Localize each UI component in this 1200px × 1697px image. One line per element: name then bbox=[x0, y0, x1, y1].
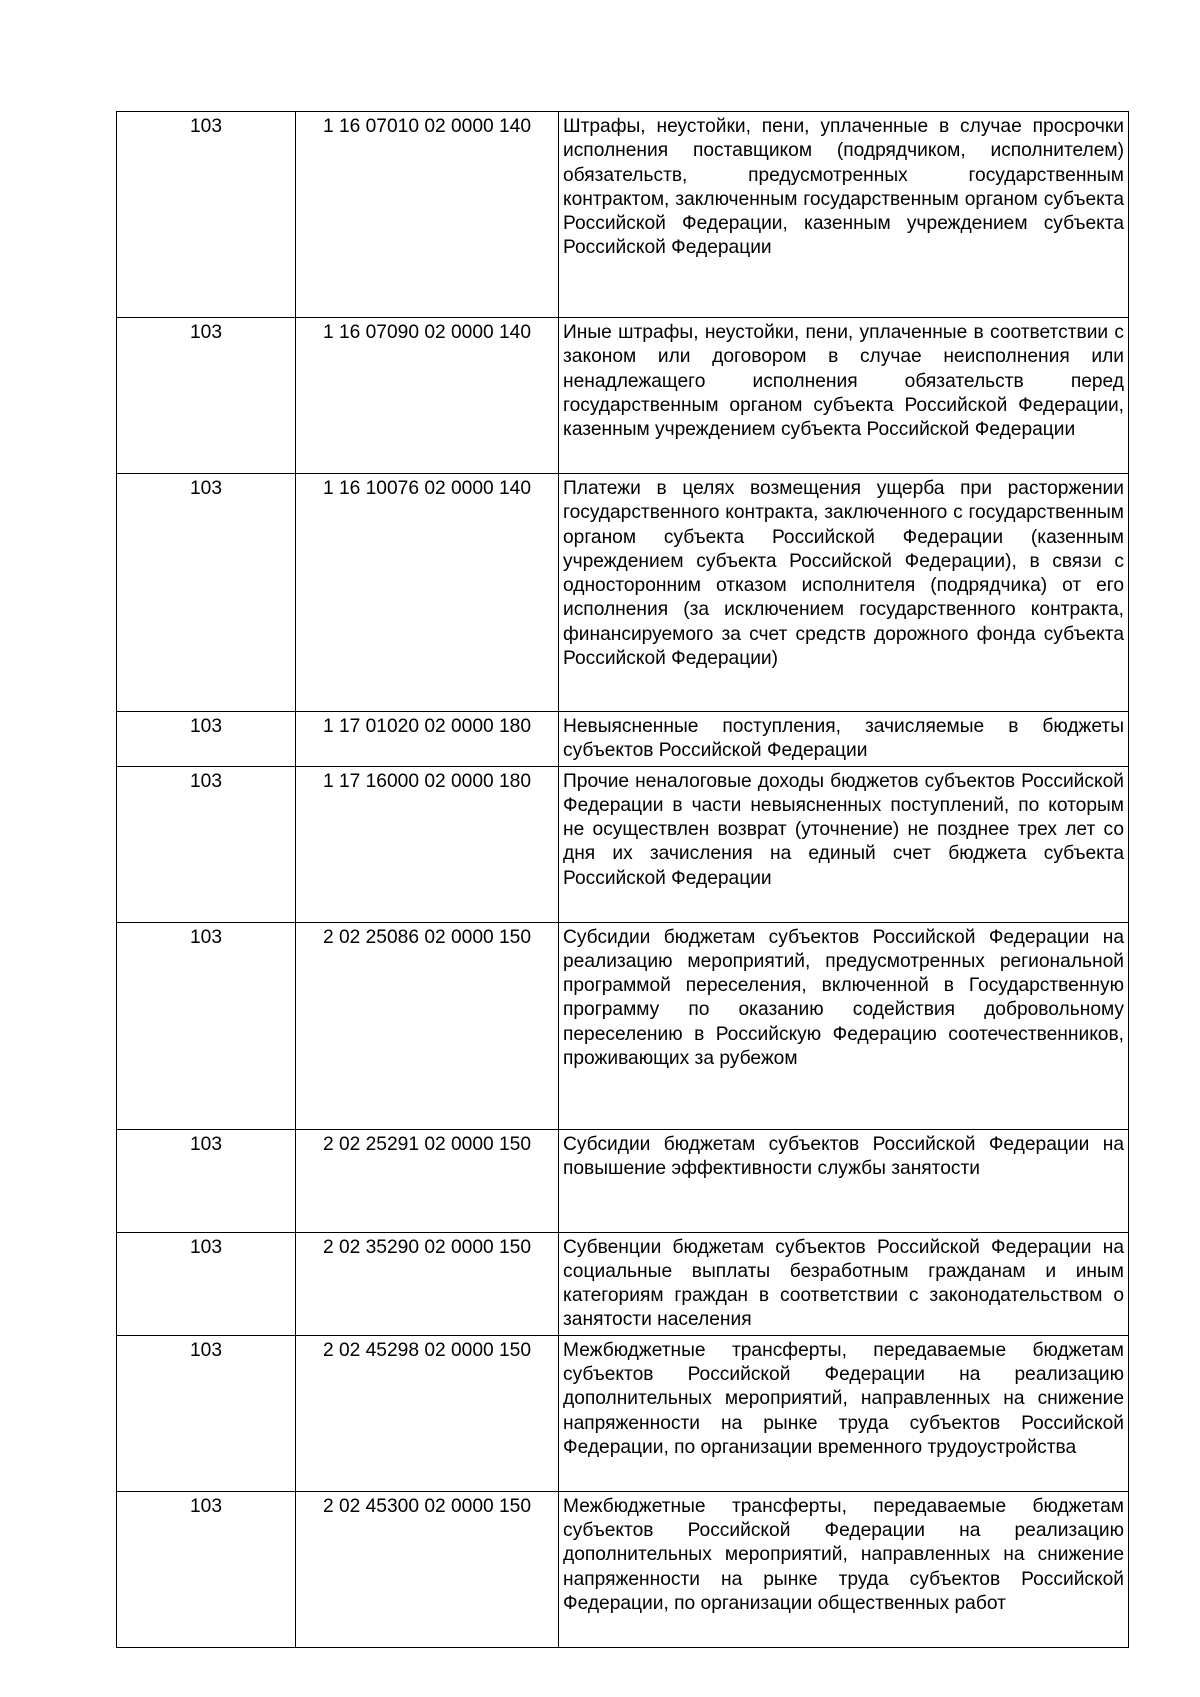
revenue-name-cell: Межбюджетные трансферты, передаваемые бюджетам субъектов Российской Федерации на реализацию дополнительных мероприятий, направленных на снижение напряженности на рынке труда субъектов Российской Федерации, по организации временного трудоустройства bbox=[559, 1335, 1129, 1491]
admin-code-cell: 103 bbox=[117, 922, 296, 1129]
budget-code-cell: 1 16 07090 02 0000 140 bbox=[296, 318, 559, 474]
table-row bbox=[117, 922, 1129, 1129]
budget-code-cell: 2 02 25086 02 0000 150 bbox=[296, 922, 559, 1129]
table-row bbox=[117, 766, 1129, 922]
table-row bbox=[117, 474, 1129, 712]
admin-code-cell: 103 bbox=[117, 318, 296, 474]
table-row bbox=[117, 112, 1129, 318]
budget-code-cell: 2 02 45298 02 0000 150 bbox=[296, 1335, 559, 1491]
table-row bbox=[117, 1232, 1129, 1335]
budget-code-cell: 1 16 07010 02 0000 140 bbox=[296, 112, 559, 318]
admin-code-cell: 103 bbox=[117, 1335, 296, 1491]
revenue-name-cell: Прочие неналоговые доходы бюджетов субъектов Российской Федерации в части невыясненных поступлений, по которым не осуществлен возврат (уточнение) не позднее трех лет со дня их зачисления на единый счет бюджета субъекта Российской Федерации bbox=[559, 766, 1129, 922]
budget-code-cell: 1 17 01020 02 0000 180 bbox=[296, 712, 559, 767]
budget-code-cell: 1 16 10076 02 0000 140 bbox=[296, 474, 559, 712]
admin-code-cell: 103 bbox=[117, 766, 296, 922]
revenue-name-cell: Невыясненные поступления, зачисляемые в бюджеты субъектов Российской Федерации bbox=[559, 712, 1129, 767]
table-row bbox=[117, 1491, 1129, 1647]
admin-code-cell: 103 bbox=[117, 474, 296, 712]
admin-code-cell: 103 bbox=[117, 1491, 296, 1647]
table-row bbox=[117, 1129, 1129, 1232]
table-row bbox=[117, 1335, 1129, 1491]
admin-code-cell: 103 bbox=[117, 112, 296, 318]
revenue-name-cell: Иные штрафы, неустойки, пени, уплаченные в соответствии с законом или договором в случае неисполнения или ненадлежащего исполнения обязательств перед государственным органом субъекта Российской Федерации, казенным учреждением субъекта Российской Федерации bbox=[559, 318, 1129, 474]
budget-code-cell: 1 17 16000 02 0000 180 bbox=[296, 766, 559, 922]
revenue-codes-table bbox=[116, 111, 1129, 1648]
admin-code-cell: 103 bbox=[117, 1129, 296, 1232]
revenue-name-cell: Субсидии бюджетам субъектов Российской Федерации на повышение эффективности службы занятости bbox=[559, 1129, 1129, 1232]
revenue-name-cell: Субвенции бюджетам субъектов Российской Федерации на социальные выплаты безработным гражданам и иным категориям граждан в соответствии с законодательством о занятости населения bbox=[559, 1232, 1129, 1335]
budget-code-cell: 2 02 45300 02 0000 150 bbox=[296, 1491, 559, 1647]
table-row bbox=[117, 318, 1129, 474]
revenue-name-cell: Штрафы, неустойки, пени, уплаченные в случае просрочки исполнения поставщиком (подрядчиком, исполнителем) обязательств, предусмотренных государственным контрактом, заключенным государственным органом субъекта Российской Федерации, казенным учреждением субъекта Российской Федерации bbox=[559, 112, 1129, 318]
budget-code-cell: 2 02 25291 02 0000 150 bbox=[296, 1129, 559, 1232]
admin-code-cell: 103 bbox=[117, 1232, 296, 1335]
budget-code-cell: 2 02 35290 02 0000 150 bbox=[296, 1232, 559, 1335]
revenue-name-cell: Субсидии бюджетам субъектов Российской Федерации на реализацию мероприятий, предусмотренных региональной программой переселения, включенной в Государственную программу по оказанию содействия добровольному переселению в Российскую Федерацию соотечественников, проживающих за рубежом bbox=[559, 922, 1129, 1129]
revenue-name-cell: Платежи в целях возмещения ущерба при расторжении государственного контракта, заключенного с государственным органом субъекта Российской Федерации (казенным учреждением субъекта Российской Федерации), в связи с односторонним отказом исполнителя (подрядчика) от его исполнения (за исключением государственного контракта, финансируемого за счет средств дорожного фонда субъекта Российской Федерации) bbox=[559, 474, 1129, 712]
table-row bbox=[117, 712, 1129, 767]
admin-code-cell: 103 bbox=[117, 712, 296, 767]
revenue-name-cell: Межбюджетные трансферты, передаваемые бюджетам субъектов Российской Федерации на реализацию дополнительных мероприятий, направленных на снижение напряженности на рынке труда субъектов Российской Федерации, по организации общественных работ bbox=[559, 1491, 1129, 1647]
